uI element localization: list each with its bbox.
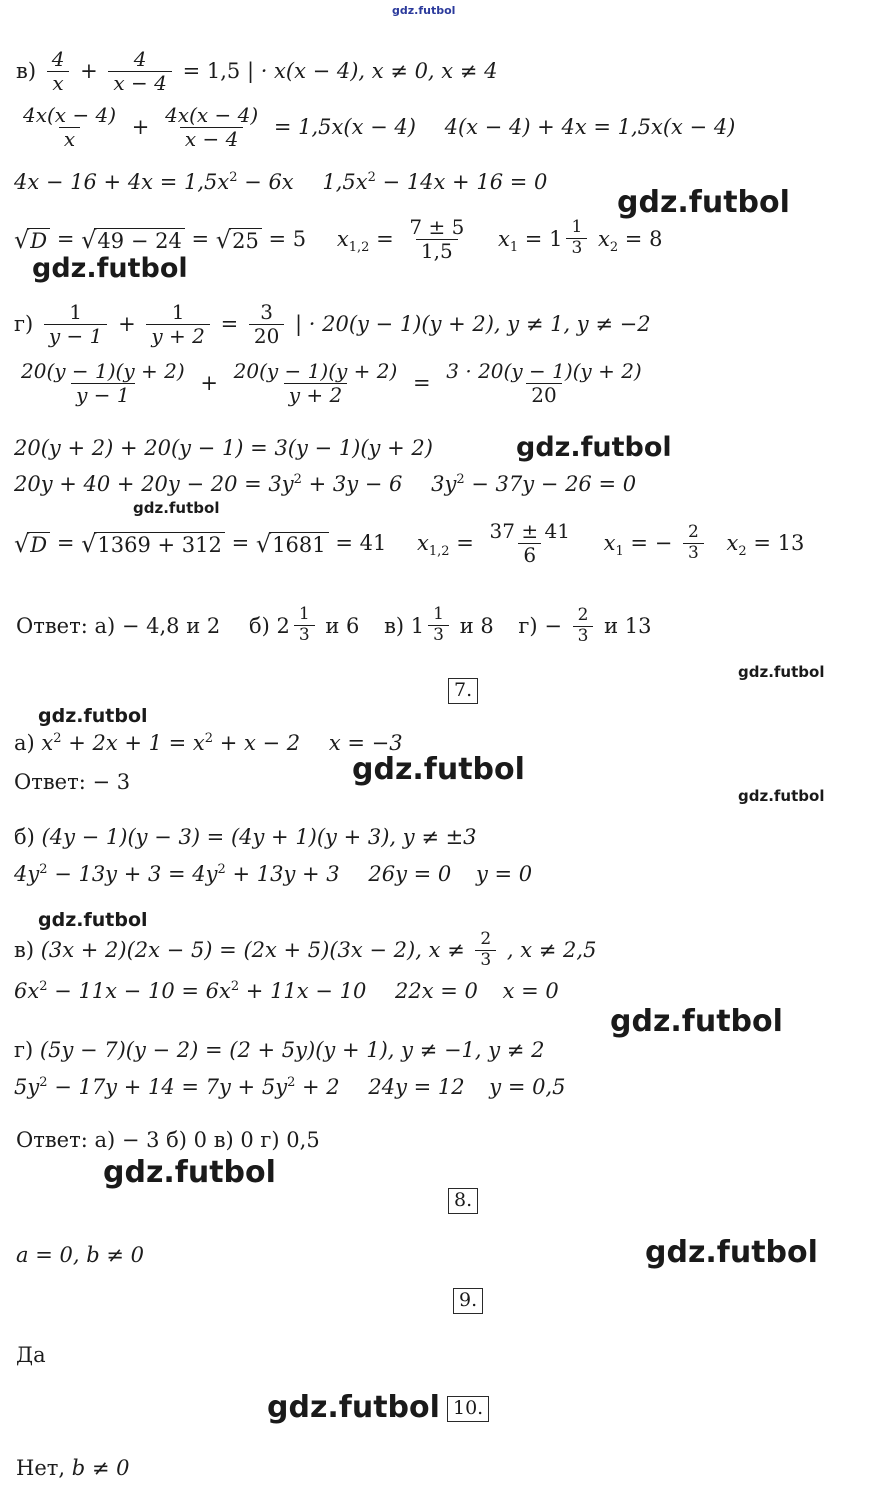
exponent: 2 (229, 170, 238, 185)
rhs: = 1,5 (182, 59, 241, 83)
frac-num: 7 ± 5 (409, 215, 465, 239)
expr-right-tail: − 37y − 26 = 0 (464, 472, 637, 496)
x2-label: x (726, 531, 739, 555)
expr-d: 26y = 0 (368, 862, 452, 886)
exercise-number-8: 8. (448, 1188, 478, 1214)
watermark: gdz.futbol (392, 4, 456, 17)
ex7g-line2 (14, 1077, 566, 1098)
sqrt-icon: √ (81, 225, 97, 254)
label-a: а) (14, 731, 35, 755)
condition: | · x(x − 4), x ≠ 0, x ≠ 4 (246, 59, 498, 83)
watermark: gdz.futbol (738, 787, 825, 805)
ex7b-line2 (14, 864, 532, 885)
exercise-number-10: 10. (447, 1396, 489, 1422)
equals: = (412, 371, 431, 395)
frac-num: 2 (687, 522, 699, 543)
equals: = (56, 531, 75, 555)
sqrt-icon: √ (255, 529, 272, 558)
frac-den: 3 (573, 626, 594, 646)
sqrt-icon: √ (215, 225, 232, 254)
frac-num: 20(y − 1)(y + 2) (233, 359, 398, 383)
answer-v-label: в) (384, 613, 405, 638)
exponent: 2 (456, 472, 465, 487)
eq6v-line3 (14, 172, 547, 193)
mixed-int: 1 (549, 227, 563, 251)
ex7v-line1 (14, 929, 597, 971)
frac-num: 3 (260, 300, 273, 324)
answer-a: − 4,8 и 2 (121, 613, 221, 638)
sqrt-icon: √ (14, 225, 30, 254)
rhs: = 1,5x(x − 4) (273, 115, 416, 139)
radicand: D (27, 228, 50, 253)
ex7b-line1 (14, 827, 477, 848)
expr-c: + 2 (295, 1075, 340, 1099)
x2-label: x (597, 227, 610, 251)
expr-b: − 13y + 3 = 4y (47, 862, 218, 886)
radicand: 1369 + 312 (94, 532, 224, 557)
frac-den: 3 (294, 625, 315, 645)
roots-sub: 1,2 (348, 240, 370, 256)
frac-num: 4 (133, 47, 147, 71)
answer-v-tail: и 8 (459, 613, 494, 638)
frac-den: 20 (526, 383, 561, 406)
roots-label: x (336, 227, 349, 251)
text-c: ≠ 0 (85, 1456, 130, 1480)
frac-num: 3 · 20(y − 1)(y + 2) (446, 359, 642, 383)
eq6g-line2 (12, 359, 651, 407)
expr: (4y − 1)(y − 3) = (4y + 1)(y + 3), y ≠ ±3 (41, 825, 477, 849)
eq6v-line2 (14, 103, 736, 151)
frac-num: 4 (51, 47, 65, 71)
x2-sub: 2 (738, 544, 747, 560)
frac-den: y − 1 (44, 324, 108, 347)
frac-num: 37 ± 41 (489, 519, 570, 543)
frac-den: x (47, 71, 68, 94)
plus-sign: + (200, 371, 218, 395)
eq6g-line4 (14, 474, 636, 495)
watermark: gdz.futbol (645, 1235, 818, 1270)
equals: = (376, 227, 394, 251)
watermark: gdz.futbol (352, 752, 525, 787)
roots-sub: 1,2 (428, 544, 450, 560)
exponent: 2 (39, 862, 48, 877)
frac-num: 20(y − 1)(y + 2) (21, 359, 185, 383)
expr-c: + 11x − 10 (239, 979, 367, 1003)
frac-den: 1,5 (416, 239, 458, 262)
radicand: 25 (229, 228, 262, 253)
answer-b-label: б) (248, 613, 270, 638)
exponent: 2 (230, 979, 240, 994)
exponent: 2 (293, 472, 302, 487)
sqrt-icon: √ (81, 529, 97, 558)
label-b: б) (14, 825, 35, 849)
frac-den: 3 (683, 543, 704, 563)
frac-den: x (59, 127, 80, 150)
expr-d: 24y = 12 (368, 1075, 465, 1099)
x2-sub: 2 (609, 240, 619, 256)
frac-num: 4x(x − 4) (23, 103, 117, 127)
watermark: gdz.futbol (516, 432, 672, 463)
label-v: в) (14, 937, 35, 962)
frac-num: 1 (69, 300, 82, 324)
eq6v-line1 (16, 47, 498, 95)
expr-left: 20y + 40 + 20y − 20 = 3y (14, 472, 294, 496)
exercise-number-7: 7. (448, 678, 478, 704)
equals: = (220, 312, 239, 336)
ex7v-line2 (14, 981, 559, 1002)
frac-den: x − 4 (108, 71, 171, 94)
rhs-tail: 4(x − 4) + 4x = 1,5x(x − 4) (444, 115, 736, 139)
exponent: 2 (53, 731, 62, 746)
label-g: г) (14, 312, 34, 336)
expr-left: x (41, 731, 54, 755)
x2-value: = 8 (624, 227, 663, 251)
equals: = (56, 227, 75, 251)
mixed-int: 1 (410, 613, 425, 638)
exercise-number-9: 9. (453, 1288, 483, 1314)
frac-den: 3 (475, 950, 496, 970)
mixed-int: 2 (276, 613, 290, 638)
frac-num: 1 (571, 217, 583, 238)
exponent: 2 (39, 979, 48, 994)
eq6g-line1 (14, 300, 651, 348)
answer-prefix: Ответ: а) (16, 613, 116, 638)
expr-e: y = 0,5 (489, 1075, 566, 1099)
equals: = (231, 531, 250, 555)
answer-g-tail: и 13 (604, 613, 652, 638)
frac-num: 2 (480, 929, 492, 949)
frac-den: 6 (518, 543, 541, 566)
expr-a: 6x (14, 979, 40, 1003)
radicand: D (27, 532, 50, 557)
plus-sign: + (118, 312, 136, 336)
frac-num: 2 (577, 605, 589, 625)
expr-right: 3y (431, 472, 457, 496)
variable-b: b (71, 1456, 86, 1480)
ex7g-line1 (14, 1040, 544, 1061)
text-a: Нет, (16, 1456, 72, 1480)
eq6g-discriminant (14, 519, 805, 567)
label-g: г) (14, 1038, 34, 1062)
roots-label: x (417, 531, 429, 555)
equals: = (524, 227, 543, 251)
frac-num: 1 (171, 300, 185, 324)
frac-den: 3 (566, 238, 587, 258)
eq6g-line3: 20(y + 2) + 20(y − 1) = 3(y − 1)(y + 2) (14, 436, 433, 460)
answer-g-label: г) (518, 613, 538, 638)
expr-right: 1,5x (322, 170, 368, 194)
expr-e: y = 0 (475, 862, 533, 886)
expr-right-tail: − 14x + 16 = 0 (375, 170, 548, 194)
frac-num: 1 (298, 604, 310, 624)
expr-left-tail: − 6x (237, 170, 294, 194)
disc-value: = 5 (268, 227, 307, 251)
expr-tail: , x ≠ 2,5 (506, 937, 597, 962)
expr-a: 4y (14, 862, 40, 886)
ex9-text: Да (16, 1343, 46, 1367)
ex7a-answer: Ответ: − 3 (14, 770, 131, 794)
expr-left-tail: + 3y − 6 (301, 472, 403, 496)
x1-label: x (603, 531, 616, 555)
exponent: 2 (367, 170, 376, 185)
variable-a: a (16, 1243, 29, 1267)
x1-sub: 1 (509, 240, 519, 256)
x1-sign: = − (630, 531, 673, 555)
answer-g-sign: − (544, 613, 562, 638)
frac-num: 4x(x − 4) (165, 103, 259, 127)
expr-b: − 11x − 10 = 6x (47, 979, 231, 1003)
watermark: gdz.futbol (32, 253, 188, 284)
watermark: gdz.futbol (610, 1004, 783, 1039)
expr-d: 22x = 0 (395, 979, 478, 1003)
disc-value: = 41 (335, 531, 387, 555)
equals: = (456, 531, 474, 555)
exponent: 2 (287, 1075, 296, 1090)
exponent: 2 (204, 731, 214, 746)
expr-left: 4x − 16 + 4x = 1,5x (14, 170, 230, 194)
expr: (3x + 2)(2x − 5) = (2x + 5)(3x − 2), x ≠ (40, 937, 465, 962)
frac-den: y + 2 (146, 324, 210, 347)
expr: (5y − 7)(y − 2) = (2 + 5y)(y + 1), y ≠ −1, y ≠ 2 (39, 1038, 545, 1062)
exponent: 2 (39, 1075, 48, 1090)
condition: | · 20(y − 1)(y + 2), y ≠ 1, y ≠ −2 (295, 312, 651, 336)
watermark: gdz.futbol (267, 1390, 440, 1425)
equals: = (191, 227, 210, 251)
ex6-answer (16, 604, 652, 647)
watermark: gdz.futbol (617, 185, 790, 220)
answer-b-tail: и 6 (325, 613, 360, 638)
expr-e: x = 0 (502, 979, 559, 1003)
x1-sub: 1 (615, 544, 624, 560)
watermark: gdz.futbol (38, 705, 148, 727)
frac-num: 1 (433, 604, 444, 624)
watermark: gdz.futbol (38, 909, 148, 931)
ex7a-line1 (14, 733, 403, 754)
label-v: в) (16, 59, 37, 83)
frac-den: x − 4 (180, 127, 243, 150)
watermark: gdz.futbol (133, 499, 220, 517)
x1-label: x (497, 227, 510, 251)
frac-den: 20 (249, 324, 284, 347)
plus-sign: + (80, 59, 98, 83)
ex7-answer: Ответ: а) − 3 б) 0 в) 0 г) 0,5 (16, 1128, 320, 1152)
expr-left-tail: + 2x + 1 = x (61, 731, 205, 755)
frac-den: 3 (428, 625, 449, 645)
frac-den: y − 1 (71, 383, 135, 406)
radicand: 1681 (269, 532, 328, 557)
watermark: gdz.futbol (103, 1155, 276, 1190)
expr-c: + 13y + 3 (225, 862, 340, 886)
radicand: 49 − 24 (94, 228, 184, 253)
sqrt-icon: √ (14, 529, 30, 558)
plus-sign: + (131, 115, 150, 139)
ex8-text (16, 1245, 144, 1266)
frac-den: y + 2 (284, 383, 348, 406)
expr-a: 5y (14, 1075, 40, 1099)
expr-rest: = 0, b ≠ 0 (28, 1243, 144, 1267)
expr-b: − 17y + 14 = 7y + 5y (47, 1075, 288, 1099)
exponent: 2 (217, 862, 226, 877)
ex10-text (16, 1458, 129, 1479)
result: x = −3 (328, 731, 403, 755)
x2-value: = 13 (753, 531, 805, 555)
expr-right-tail: + x − 2 (213, 731, 301, 755)
watermark: gdz.futbol (738, 663, 825, 681)
